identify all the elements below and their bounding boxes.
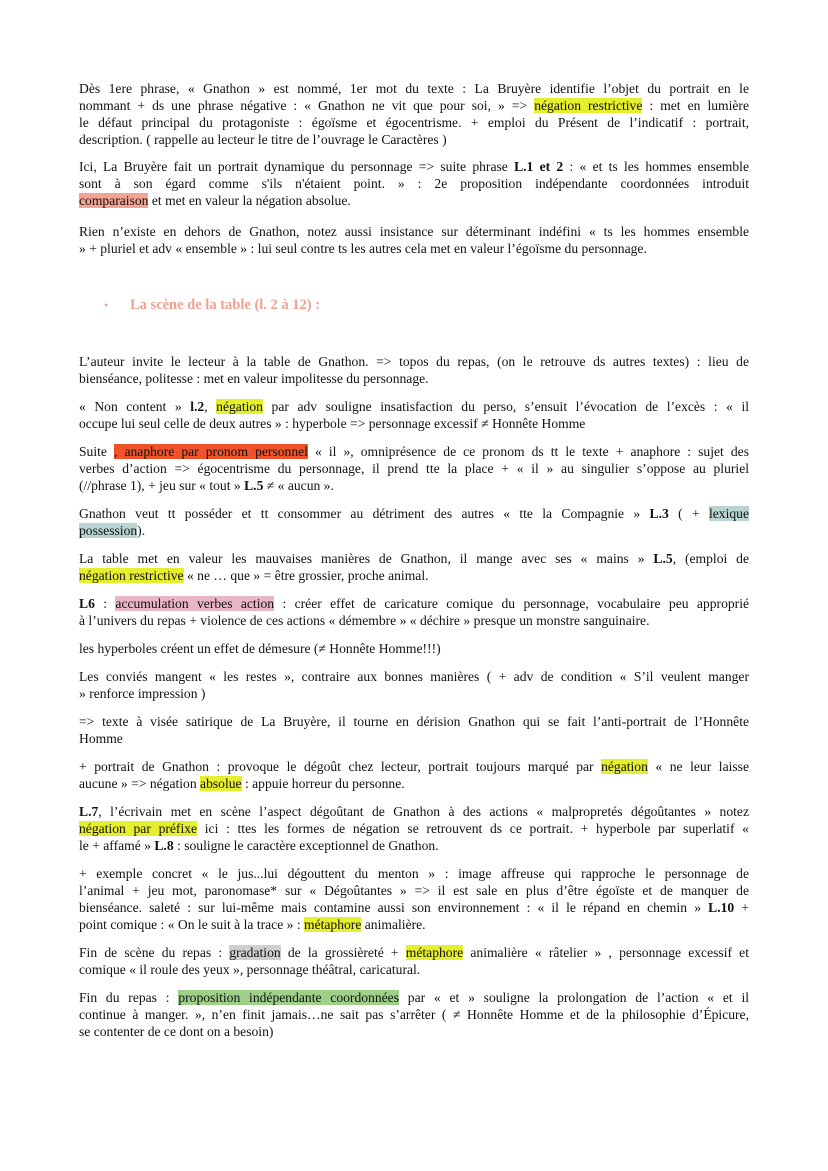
line: négation par préfixe ici : ttes les formes de négation se retrouvent ds ce portrait. + hyperbole par superlatif « — [79, 821, 749, 836]
highlight-comparaison: comparaison — [79, 193, 149, 208]
line: Gnathon veut tt posséder et tt consommer au détriment des autres « tte la Compagnie » L.3 ( + lexique — [79, 506, 749, 521]
highlight-lexique: lexique — [708, 506, 749, 521]
line: bienséance, politesse : met en valeur impolitesse du personnage. — [79, 371, 429, 386]
line: sont à son égard comme s'ils n'étaient point. » : 2e proposition indépendante coordonnées introduit — [79, 176, 749, 191]
line: le + affamé » L.8 : souligne le caractère exceptionnel de Gnathon. — [79, 838, 439, 853]
highlight-proposition: proposition indépendante coordonnées — [178, 990, 399, 1005]
line: occupe lui seul celle de deux autres » : hyperbole => personnage excessif ≠ Honnête Homme — [79, 416, 586, 431]
line: L.7, l’écrivain met en scène l’aspect dégoûtant de Gnathon à des actions « malpropretés dégoûtantes » notez — [79, 804, 749, 819]
line: Fin de scène du repas : gradation de la grossièreté + métaphore animalière « râtelier » , personnage excessif et — [79, 945, 749, 960]
highlight-negation-prefixe: négation par préfixe — [79, 821, 198, 836]
line: Suite , anaphore par pronom personnel « il », omniprésence de ce pronom ds tt le texte + anaphore : sujet des — [79, 444, 749, 459]
line: Homme — [79, 731, 123, 746]
line: + exemple concret « le jus...lui dégouttent du menton » : image affreuse qui rapproche le personnage de — [79, 866, 749, 881]
highlight-accumulation: accumulation verbes action — [115, 596, 275, 611]
line: La table met en valeur les mauvaises manières de Gnathon, il mange avec ses « mains » L.5, (emploi de — [79, 551, 749, 566]
line: bienséance. saleté : sur lui-même mais contamine aussi son environnement : « il le répand en chemin » L.10 + — [79, 900, 749, 915]
highlight-negation-restrictive: négation restrictive — [79, 568, 184, 583]
line: négation restrictive « ne … que » = être grossier, proche animal. — [79, 568, 429, 583]
line: description. ( rappelle au lecteur le titre de l’ouvrage le Caractères ) — [79, 132, 447, 147]
line: => texte à visée satirique de La Bruyère, il tourne en dérision Gnathon qui se fait l’anti-portrait de l’Honnête — [79, 714, 749, 729]
line: Ici, La Bruyère fait un portrait dynamique du personnage => suite phrase L.1 et 2 : « et ts les hommes ensemble — [79, 159, 749, 174]
highlight-negation: négation — [601, 759, 648, 774]
highlight-negation-restrictive: négation restrictive — [534, 98, 643, 113]
line: Rien n’existe en dehors de Gnathon, notez aussi insistance sur déterminant indéfini « ts les hommes ensemble — [79, 224, 749, 239]
line: aucune » => négation absolue : appuie horreur du personne. — [79, 776, 405, 791]
highlight-metaphore: métaphore — [405, 945, 464, 960]
line: continue à manger. », n’en finit jamais…ne sait pas s’arrêter ( ≠ Honnête Homme et de la philosophie d’Épicure, — [79, 1007, 749, 1022]
line: + portrait de Gnathon : provoque le dégoût chez lecteur, portrait toujours marqué par négation « ne leur laisse — [79, 759, 749, 774]
line: » + pluriel et adv « ensemble » : lui seul contre ts les autres cela met en valeur l’égoïsme du personnage. — [79, 241, 647, 256]
line: (//phrase 1), + jeu sur « tout » L.5 ≠ « aucun ». — [79, 478, 334, 493]
line: » renforce impression ) — [79, 686, 206, 701]
highlight-negation: négation — [216, 399, 263, 414]
line: Fin du repas : proposition indépendante coordonnées par « et » souligne la prolongation de l’action « et il — [79, 990, 749, 1005]
highlight-gradation: gradation — [229, 945, 281, 960]
bullet-icon: • — [104, 298, 109, 312]
line: L’auteur invite le lecteur à la table de Gnathon. => topos du repas, (on le retrouve ds autres textes) : lieu de — [79, 354, 749, 369]
highlight-possession: possession — [79, 523, 138, 538]
highlight-absolue: absolue — [200, 776, 242, 791]
line: Dès 1ere phrase, « Gnathon » est nommé, 1er mot du texte : La Bruyère identifie l’objet du portrait en le — [79, 81, 749, 96]
line: L6 : accumulation verbes action : créer effet de caricature comique du personnage, vocabulaire peu approprié — [79, 596, 749, 611]
line: l’animal + jeu mot, paronomase* sur « Dégoûtantes » => il est sale en plus d’être égoïste et de manquer de — [79, 883, 749, 898]
line: se contenter de ce dont on a besoin) — [79, 1024, 274, 1039]
line: le défaut principal du protagoniste : égoïsme et égocentrisme. + emploi du Présent de l’indicatif : portrait, — [79, 115, 749, 130]
line: « Non content » l.2, négation par adv souligne insatisfaction du perso, s’ensuit l’évocation de l’excès : « il — [79, 399, 750, 414]
line: comique « il roule des yeux », personnage théâtral, caricatural. — [79, 962, 421, 977]
highlight-anaphore: , anaphore par pronom personnel — [114, 444, 308, 459]
line: point comique : « On le suit à la trace » : métaphore animalière. — [79, 917, 426, 932]
section-heading: • La scène de la table (l. 2 à 12) : — [104, 297, 321, 313]
line: possession). — [79, 523, 146, 538]
line: comparaison et met en valeur la négation absolue. — [79, 193, 351, 208]
highlight-metaphore: métaphore — [304, 917, 362, 932]
line: les hyperboles créent un effet de démesure (≠ Honnête Homme!!!) — [79, 641, 441, 656]
line: Les conviés mangent « les restes », contraire aux bonnes manières ( + adv de condition « S’il veulent manger — [79, 669, 749, 684]
line: verbes d’action => égocentrisme du personnage, il prend tte la place + « il » au singulier s’oppose au pluriel — [79, 461, 749, 476]
line: à l’univers du repas + violence de ces actions « démembre » « déchire » presque un monstre sanguinaire. — [79, 613, 650, 628]
line: nommant + ds une phrase négative : « Gnathon ne vit que pour soi, » => négation restrictive : met en lumière — [79, 98, 749, 113]
